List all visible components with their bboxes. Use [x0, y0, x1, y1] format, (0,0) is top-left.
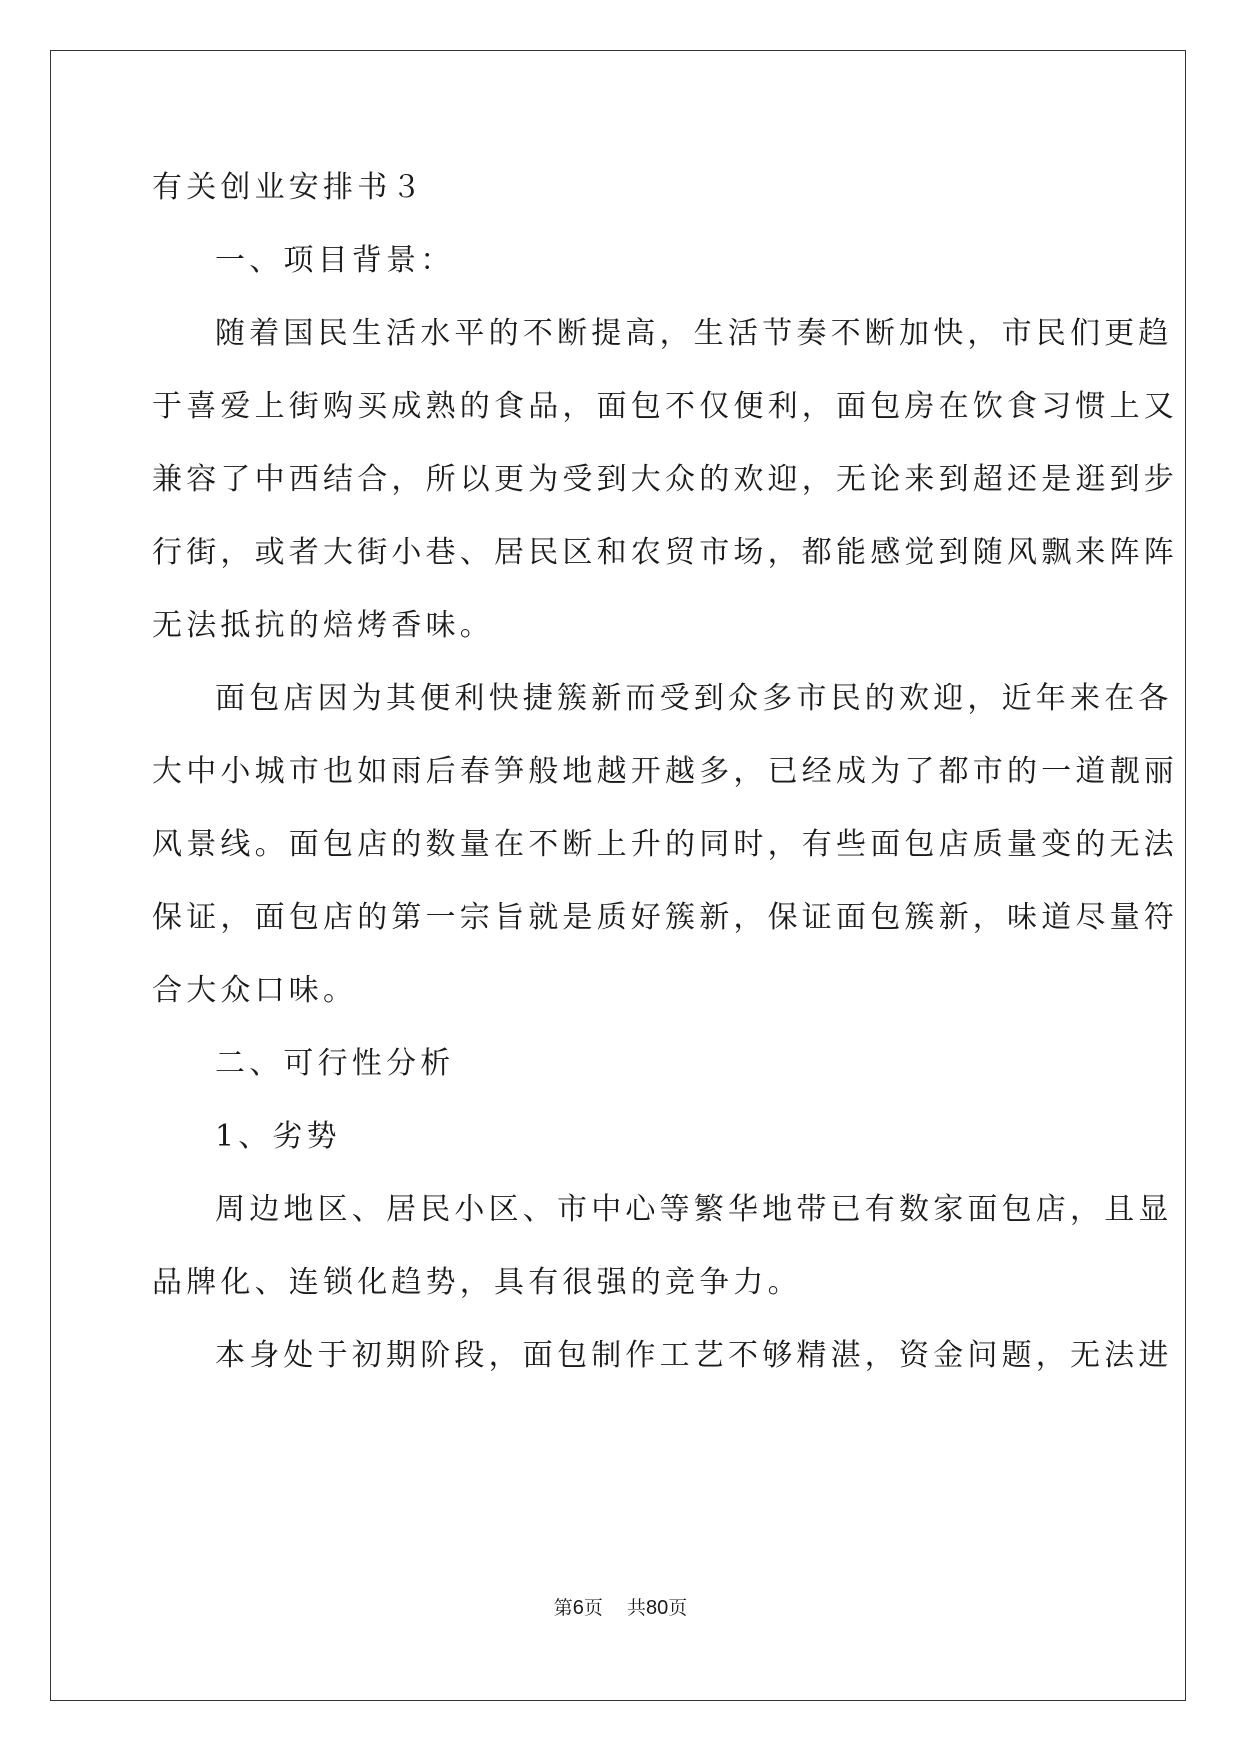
subsection-heading: 1、劣势 [215, 1119, 341, 1154]
paragraph-line: 保证，面包店的第一宗旨就是质好簇新，保证面包簇新，味道尽量符 [152, 900, 1178, 935]
paragraph-line: 行街，或者大街小巷、居民区和农贸市场，都能感觉到随风飘来阵阵 [152, 535, 1178, 570]
paragraph-line: 无法抵抗的焙烤香味。 [152, 608, 494, 643]
paragraph-line: 本身处于初期阶段，面包制作工艺不够精湛，资金问题，无法进 [215, 1338, 1173, 1373]
paragraph-line: 风景线。面包店的数量在不断上升的同时，有些面包店质量变的无法 [152, 827, 1178, 862]
paragraph-line: 周边地区、居民小区、市中心等繁华地带已有数家面包店，且显 [215, 1192, 1173, 1227]
page-frame [50, 50, 1186, 1701]
current-page-number: 6 [572, 1597, 584, 1619]
footer-page-word: 页 [583, 1597, 603, 1619]
paragraph-line: 随着国民生活水平的不断提高，生活节奏不断加快，市民们更趋 [215, 316, 1173, 351]
total-pages-number: 80 [646, 1597, 669, 1619]
footer-total-suffix: 页 [668, 1597, 688, 1619]
section-heading: 二、可行性分析 [215, 1046, 455, 1081]
footer-total-prefix: 共 [627, 1597, 647, 1619]
paragraph-line: 兼容了中西结合，所以更为受到大众的欢迎，无论来到超还是逛到步 [152, 462, 1178, 497]
paragraph-line: 合大众口味。 [152, 973, 358, 1008]
document-title: 有关创业安排书３ [152, 170, 426, 205]
paragraph-line: 于喜爱上街购买成熟的食品，面包不仅便利，面包房在饮食习惯上又 [152, 389, 1178, 424]
paragraph-line: 面包店因为其便利快捷簇新而受到众多市民的欢迎，近年来在各 [215, 681, 1173, 716]
section-heading: 一、项目背景： [215, 243, 455, 278]
paragraph-line: 品牌化、连锁化趋势，具有很强的竞争力。 [152, 1265, 802, 1300]
footer-prefix: 第 [553, 1597, 573, 1619]
page-footer [0, 1596, 1241, 1620]
paragraph-line: 大中小城市也如雨后春笋般地越开越多，已经成为了都市的一道靓丽 [152, 754, 1178, 789]
